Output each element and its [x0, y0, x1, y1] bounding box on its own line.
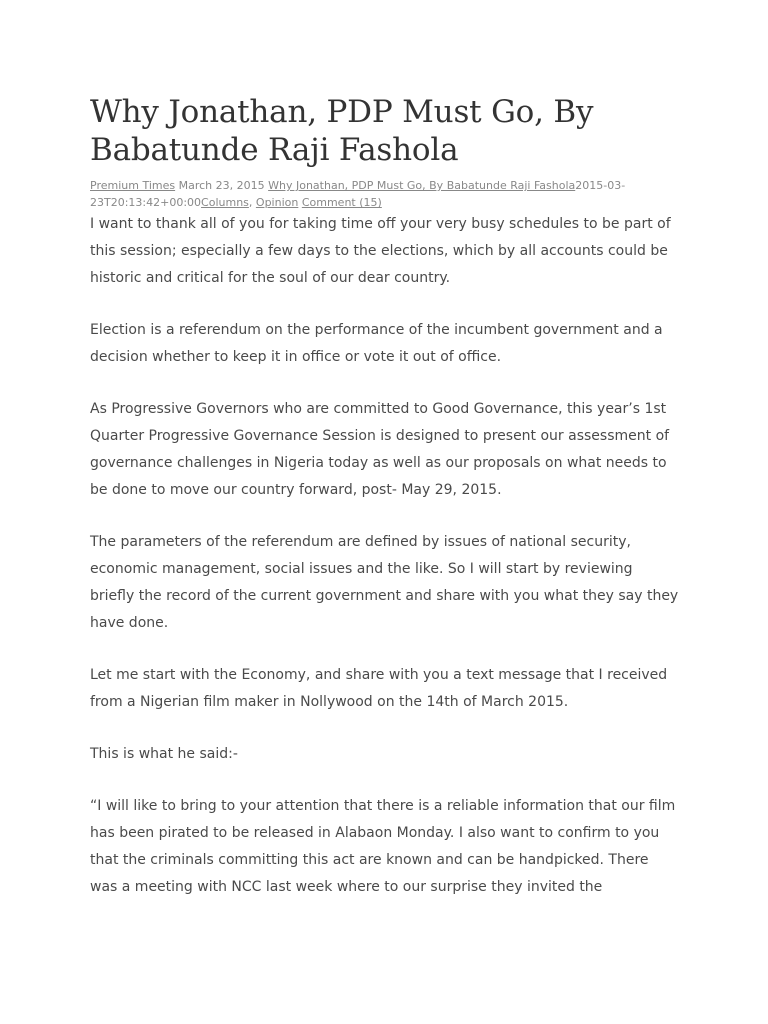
article — [90, 93, 680, 926]
article-title: Why Jonathan, PDP Must Go, By Babatunde Raji Fashola — [90, 94, 594, 168]
iso-timestamp: 2015-03-23T20:13:42+00:00 — [90, 179, 626, 209]
paragraph: As Progressive Governors who are committed to Good Governance, this year’s 1st Quarter Progressive Governance Session is designed to present our assessment of governance challenges in Nigeria today as well as our proposals on what needs to be done to move our country forward, post- May 29, 2015. — [90, 401, 670, 498]
paragraph: “I will like to bring to your attention that there is a reliable information that our film has been pirated to be released in Alabaon Monday. I also want to confirm to you that the criminals committing this act are known and can be handpicked. There was a meeting with NCC last week where to our surprise they invited the — [90, 798, 676, 895]
paragraph: This is what he said:- — [90, 746, 238, 762]
source-link[interactable]: Premium Times — [90, 179, 176, 192]
paragraph: Let me start with the Economy, and share with you a text message that I received from a Nigerian film maker in Nollywood on the 14th of March 2015. — [90, 667, 668, 710]
article-meta — [90, 177, 650, 211]
category-link-columns[interactable]: Columns — [201, 196, 249, 209]
paragraph: I want to thank all of you for taking time off your very busy schedules to be part of this session; especially a few days to the elections, which by all accounts could be historic and critical for the soul of our dear country. — [90, 216, 671, 286]
paragraph: Election is a referendum on the performance of the incumbent government and a decision whether to keep it in office or vote it out of office. — [90, 322, 663, 365]
comments-link[interactable]: Comment (15) — [301, 196, 382, 209]
publish-date: March 23, 2015 — [178, 179, 265, 192]
article-body — [90, 211, 680, 901]
category-separator: , — [248, 196, 253, 209]
paragraph: The parameters of the referendum are defined by issues of national security, economic management, social issues and the like. So I will start by reviewing briefly the record of the current government and share with you what they say they have done. — [90, 534, 679, 631]
category-link-opinion[interactable]: Opinion — [255, 196, 299, 209]
permalink[interactable]: Why Jonathan, PDP Must Go, By Babatunde Raji Fashola — [268, 179, 576, 192]
